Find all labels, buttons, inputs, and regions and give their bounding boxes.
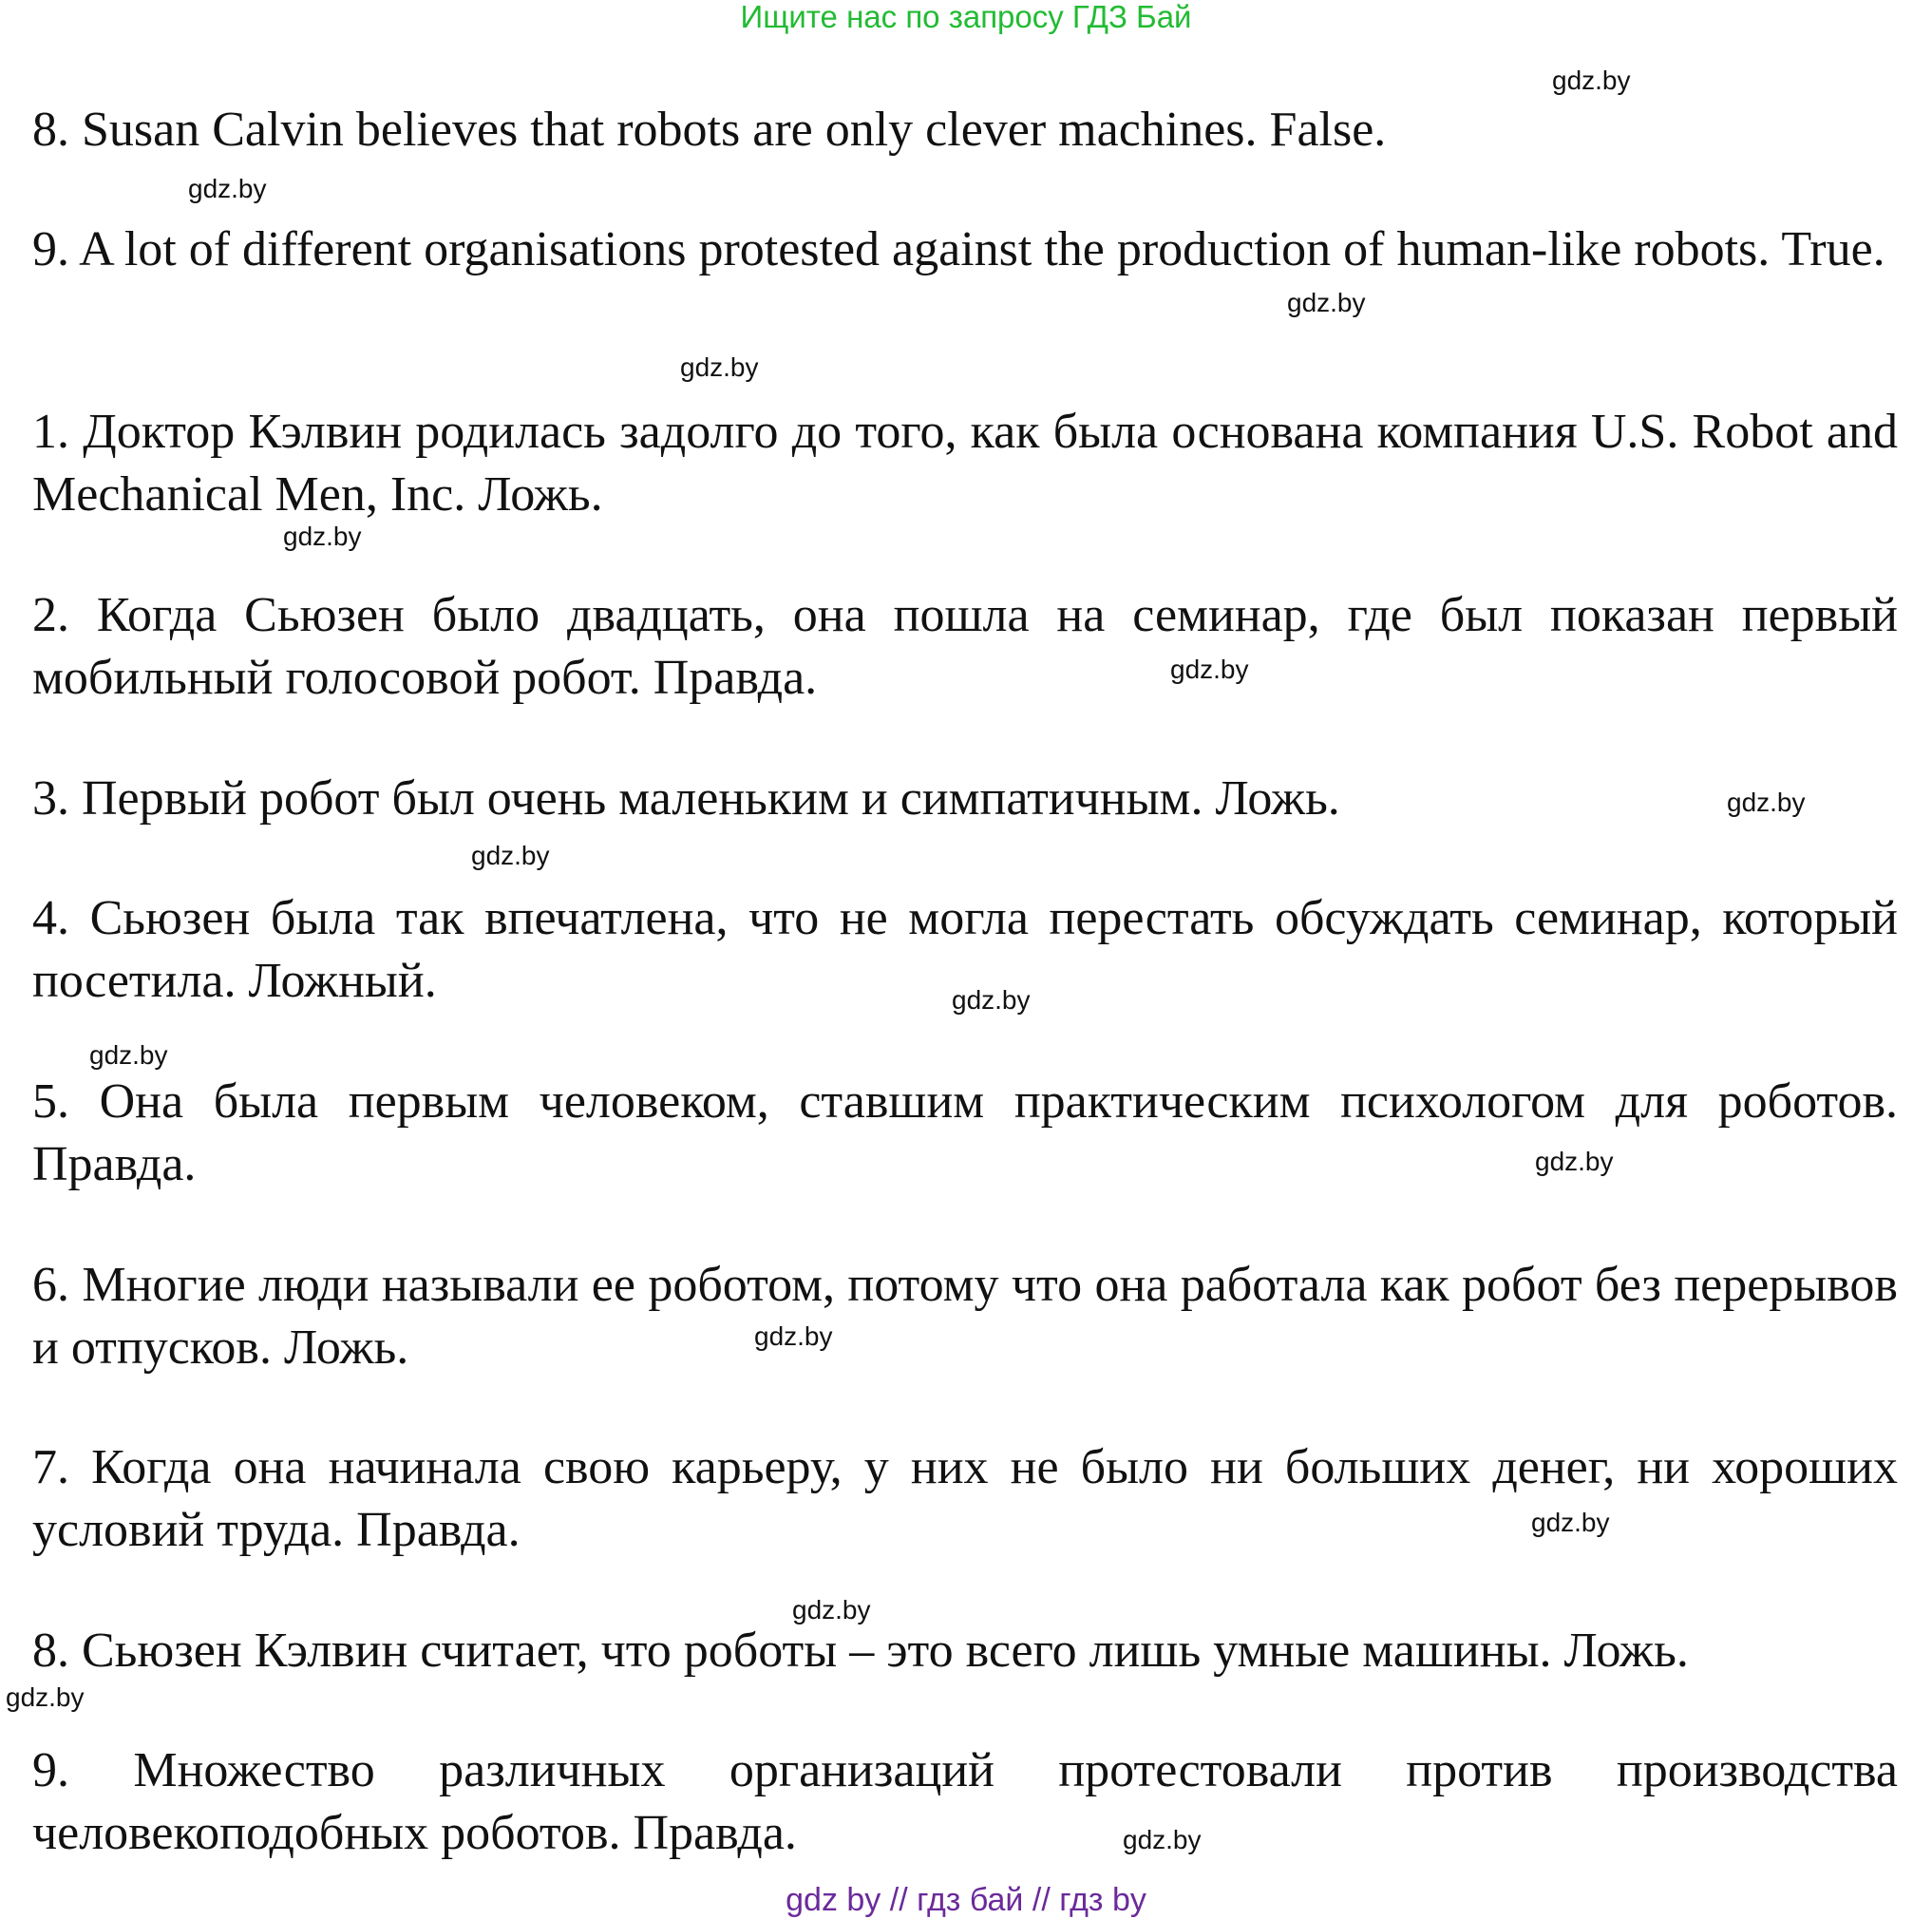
answer-line-ru-2: 2. Когда Сьюзен было двадцать, она пошла на семинар, где был показан первый мобильный голосовой робот. Правда. <box>32 588 1898 705</box>
answer-line-ru-6: 6. Многие люди называли ее роботом, потому что она работала как робот без перерывов и отпусков. Ложь. <box>32 1258 1898 1375</box>
footer-links-banner: gdz by // гдз бай // гдз by <box>786 1882 1146 1918</box>
answer-line-en-8: 8. Susan Calvin believes that robots are only clever machines. False. <box>32 103 1387 157</box>
watermark: gdz.by <box>754 1321 833 1351</box>
answer-line-ru-1: 1. Доктор Кэлвин родилась задолго до того, как была основана компания U.S. Robot and Mechanical Men, Inc. Ложь. <box>32 405 1898 522</box>
answer-line-ru-8: 8. Сьюзен Кэлвин считает, что роботы – это всего лишь умные машины. Ложь. <box>32 1624 1689 1678</box>
watermark: gdz.by <box>1531 1508 1610 1537</box>
answer-line-ru-3: 3. Первый робот был очень маленьким и симпатичным. Ложь. <box>32 771 1340 826</box>
watermark: gdz.by <box>792 1595 871 1624</box>
watermark: gdz.by <box>1123 1825 1202 1854</box>
watermark: gdz.by <box>1727 788 1806 817</box>
watermark: gdz.by <box>680 352 759 382</box>
watermark: gdz.by <box>1552 66 1631 95</box>
answer-line-ru-9: 9. Множество различных организаций протестовали против производства человекоподобных роботов. Правда. <box>32 1743 1898 1860</box>
answer-line-ru-5: 5. Она была первым человеком, ставшим практическим психологом для роботов. Правда. <box>32 1074 1898 1191</box>
watermark: gdz.by <box>471 841 550 870</box>
watermark: gdz.by <box>1287 288 1366 317</box>
answer-line-ru-4: 4. Сьюзен была так впечатлена, что не могла перестать обсуждать семинар, который посетила. Ложный. <box>32 891 1898 1008</box>
answer-line-en-9: 9. A lot of different organisations protested against the production of human-like robots. True. <box>32 222 1885 276</box>
watermark: gdz.by <box>89 1040 168 1070</box>
watermark: gdz.by <box>1535 1147 1614 1176</box>
watermark: gdz.by <box>952 985 1031 1015</box>
watermark: gdz.by <box>283 522 362 551</box>
watermark: gdz.by <box>1170 655 1249 684</box>
watermark: gdz.by <box>188 174 267 203</box>
search-banner: Ищите нас по запросу ГДЗ Бай <box>740 0 1192 34</box>
watermark: gdz.by <box>6 1682 85 1712</box>
answer-line-ru-7: 7. Когда она начинала свою карьеру, у них не было ни больших денег, ни хороших условий труда. Правда. <box>32 1440 1898 1557</box>
